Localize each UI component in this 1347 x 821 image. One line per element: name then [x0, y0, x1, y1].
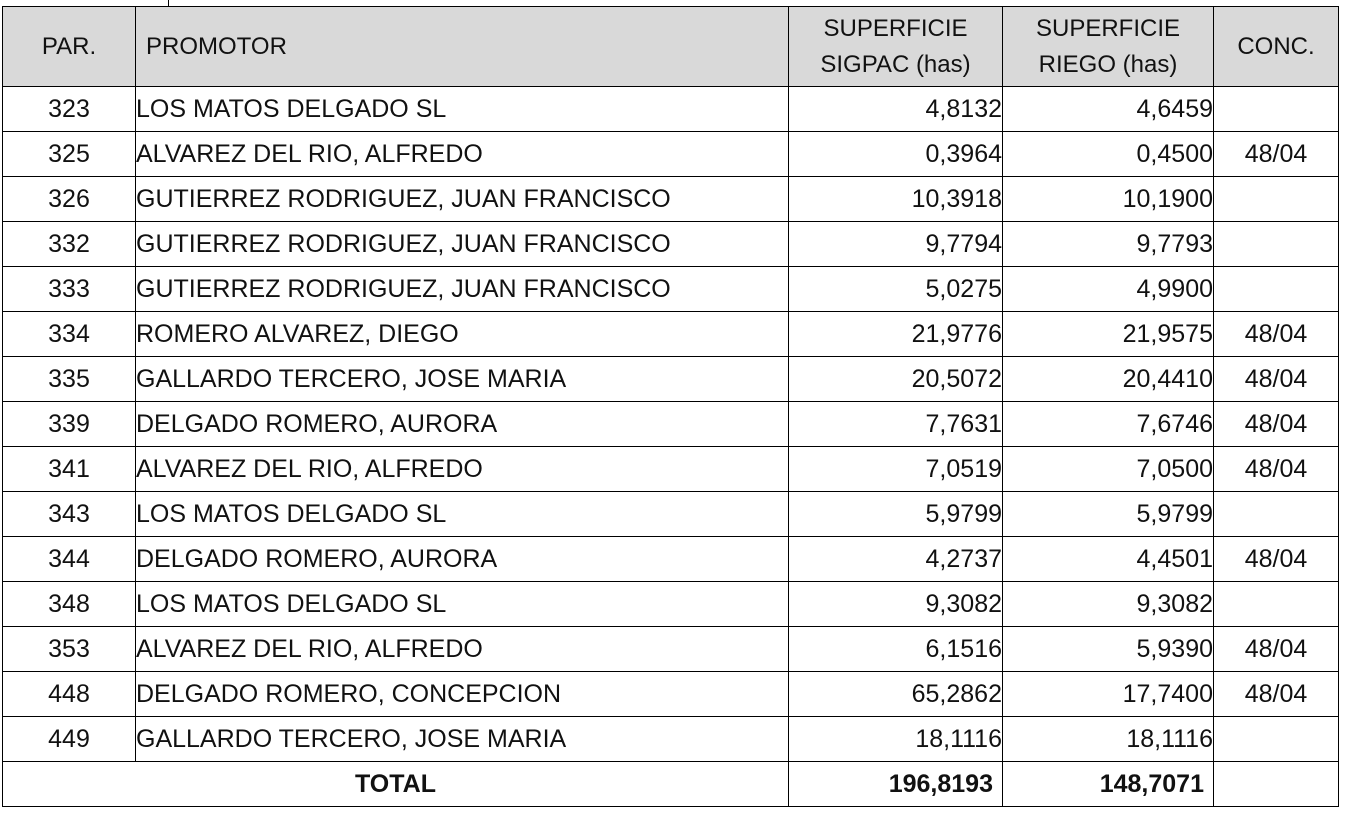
cell-promotor: ALVAREZ DEL RIO, ALFREDO [136, 447, 789, 492]
cell-superficie-riego: 5,9799 [1003, 492, 1214, 537]
cell-par: 333 [3, 267, 136, 312]
cell-superficie-sigpac: 4,2737 [789, 537, 1003, 582]
cell-superficie-riego: 17,7400 [1003, 672, 1214, 717]
cell-superficie-sigpac: 10,3918 [789, 177, 1003, 222]
cell-superficie-sigpac: 7,7631 [789, 402, 1003, 447]
cell-superficie-riego: 4,4501 [1003, 537, 1214, 582]
cell-par: 348 [3, 582, 136, 627]
cell-par: 335 [3, 357, 136, 402]
cell-superficie-sigpac: 18,1116 [789, 717, 1003, 762]
cell-superficie-riego: 20,4410 [1003, 357, 1214, 402]
cell-promotor: GUTIERREZ RODRIGUEZ, JUAN FRANCISCO [136, 222, 789, 267]
cell-conc: 48/04 [1214, 132, 1339, 177]
cell-superficie-riego: 0,4500 [1003, 132, 1214, 177]
header-sigpac-line2: SIGPAC (has) [820, 50, 971, 78]
table-row [3, 717, 1339, 762]
header-riego-line1: SUPERFICIE [1035, 14, 1181, 42]
cell-superficie-riego: 4,9900 [1003, 267, 1214, 312]
cell-conc [1214, 177, 1339, 222]
total-row [3, 762, 1339, 807]
cell-superficie-riego: 7,0500 [1003, 447, 1214, 492]
cell-conc [1214, 87, 1339, 132]
table-row [3, 177, 1339, 222]
cell-conc: 48/04 [1214, 627, 1339, 672]
cell-superficie-sigpac: 5,9799 [789, 492, 1003, 537]
cell-promotor: DELGADO ROMERO, AURORA [136, 402, 789, 447]
cell-superficie-riego: 9,3082 [1003, 582, 1214, 627]
cell-promotor: GALLARDO TERCERO, JOSE MARIA [136, 717, 789, 762]
cell-conc [1214, 582, 1339, 627]
total-riego: 148,7071 [1003, 762, 1214, 807]
cell-superficie-sigpac: 7,0519 [789, 447, 1003, 492]
cell-conc: 48/04 [1214, 402, 1339, 447]
table-row [3, 222, 1339, 267]
table-row [3, 357, 1339, 402]
cell-superficie-riego: 18,1116 [1003, 717, 1214, 762]
table-body [3, 87, 1339, 762]
table-row [3, 267, 1339, 312]
cell-conc: 48/04 [1214, 312, 1339, 357]
cell-promotor: GUTIERREZ RODRIGUEZ, JUAN FRANCISCO [136, 267, 789, 312]
cell-conc: 48/04 [1214, 357, 1339, 402]
cell-superficie-riego: 4,6459 [1003, 87, 1214, 132]
header-superficie-riego [1003, 7, 1214, 87]
table-row [3, 582, 1339, 627]
header-superficie-sigpac [789, 7, 1003, 87]
table-row [3, 492, 1339, 537]
cell-par: 449 [3, 717, 136, 762]
cell-promotor: LOS MATOS DELGADO SL [136, 492, 789, 537]
cell-conc: 48/04 [1214, 447, 1339, 492]
total-sigpac: 196,8193 [789, 762, 1003, 807]
cell-superficie-sigpac: 4,8132 [789, 87, 1003, 132]
total-conc [1214, 762, 1339, 807]
cell-superficie-sigpac: 20,5072 [789, 357, 1003, 402]
cell-par: 353 [3, 627, 136, 672]
cell-promotor: ALVAREZ DEL RIO, ALFREDO [136, 627, 789, 672]
cell-par: 341 [3, 447, 136, 492]
header-row [3, 7, 1339, 87]
cell-promotor: DELGADO ROMERO, CONCEPCION [136, 672, 789, 717]
cell-superficie-sigpac: 0,3964 [789, 132, 1003, 177]
total-label: TOTAL [3, 762, 789, 807]
table-header [3, 7, 1339, 87]
header-conc: CONC. [1214, 7, 1339, 87]
cell-superficie-sigpac: 65,2862 [789, 672, 1003, 717]
cell-par: 326 [3, 177, 136, 222]
cell-promotor: DELGADO ROMERO, AURORA [136, 537, 789, 582]
cell-superficie-riego: 9,7793 [1003, 222, 1214, 267]
table-row [3, 627, 1339, 672]
header-sigpac-line1: SUPERFICIE [823, 14, 968, 42]
cell-promotor: LOS MATOS DELGADO SL [136, 87, 789, 132]
cell-par: 323 [3, 87, 136, 132]
cell-conc: 48/04 [1214, 537, 1339, 582]
cell-superficie-riego: 5,9390 [1003, 627, 1214, 672]
cell-promotor: ROMERO ALVAREZ, DIEGO [136, 312, 789, 357]
table-row [3, 87, 1339, 132]
cell-promotor: LOS MATOS DELGADO SL [136, 582, 789, 627]
cell-promotor: GALLARDO TERCERO, JOSE MARIA [136, 357, 789, 402]
cell-promotor: ALVAREZ DEL RIO, ALFREDO [136, 132, 789, 177]
cell-conc [1214, 267, 1339, 312]
header-riego-line2: RIEGO (has) [1038, 50, 1178, 78]
cell-par: 332 [3, 222, 136, 267]
cell-conc: 48/04 [1214, 672, 1339, 717]
cell-conc [1214, 717, 1339, 762]
cell-par: 334 [3, 312, 136, 357]
table-row [3, 447, 1339, 492]
parcel-table [2, 6, 1339, 807]
cell-superficie-sigpac: 6,1516 [789, 627, 1003, 672]
cell-superficie-riego: 10,1900 [1003, 177, 1214, 222]
cell-superficie-sigpac: 21,9776 [789, 312, 1003, 357]
table-row [3, 402, 1339, 447]
table-row [3, 132, 1339, 177]
cell-par: 339 [3, 402, 136, 447]
cell-par: 344 [3, 537, 136, 582]
cell-superficie-sigpac: 9,7794 [789, 222, 1003, 267]
table-row [3, 537, 1339, 582]
header-par: PAR. [3, 7, 136, 87]
table-footer [3, 762, 1339, 807]
cell-superficie-sigpac: 9,3082 [789, 582, 1003, 627]
cell-conc [1214, 222, 1339, 267]
cell-promotor: GUTIERREZ RODRIGUEZ, JUAN FRANCISCO [136, 177, 789, 222]
cell-superficie-riego: 21,9575 [1003, 312, 1214, 357]
table-row [3, 312, 1339, 357]
cell-conc [1214, 492, 1339, 537]
table-row [3, 672, 1339, 717]
cell-par: 343 [3, 492, 136, 537]
cell-superficie-sigpac: 5,0275 [789, 267, 1003, 312]
header-promotor: PROMOTOR [136, 7, 789, 87]
cell-par: 325 [3, 132, 136, 177]
cell-superficie-riego: 7,6746 [1003, 402, 1214, 447]
cell-par: 448 [3, 672, 136, 717]
